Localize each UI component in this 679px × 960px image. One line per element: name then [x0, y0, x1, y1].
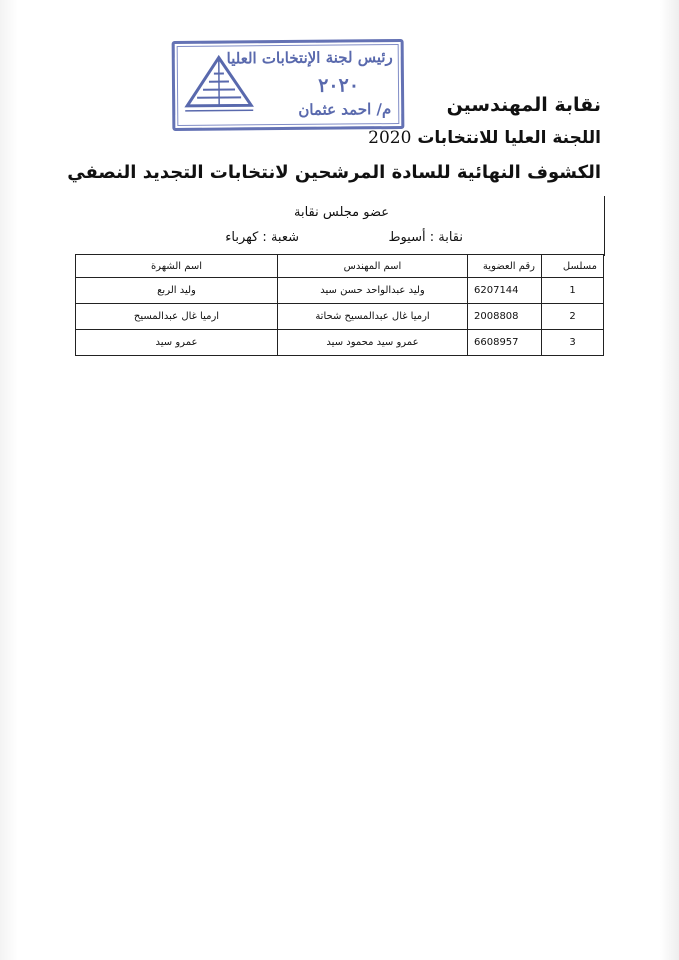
cell-known-as: ارميا غال عبدالمسيح	[76, 304, 278, 330]
stamp-title: رئيس لجنة الإنتخابات العليا	[226, 48, 393, 68]
stamp-year: ٢٠٢٠	[318, 74, 360, 97]
table-header-row	[76, 255, 604, 278]
committee-stamp	[172, 39, 405, 131]
cell-membership: 2008808	[468, 304, 542, 330]
info-frame-line	[604, 196, 605, 256]
cell-serial: 2	[542, 304, 604, 330]
division-label: شعبة : كهرباء	[225, 230, 299, 245]
table-row	[76, 278, 604, 304]
cell-engineer: عمرو سيد محمود سيد	[278, 330, 468, 356]
table-row	[76, 330, 604, 356]
header-serial: مسلسل	[542, 255, 604, 278]
cell-membership: 6608957	[468, 330, 542, 356]
committee-title	[368, 128, 601, 148]
cell-engineer: ارميا غال عبدالمسيح شحاتة	[278, 304, 468, 330]
header-membership: رقم العضوية	[468, 255, 542, 278]
syndicate-branch: نقابة : أسيوط	[388, 230, 463, 245]
lists-title: الكشوف النهائية للسادة المرشحين لانتخابات التجديد النصفي	[67, 162, 601, 183]
stamp-signatory: م/ احمد عثمان	[298, 100, 392, 119]
syndicate-title: نقابة المهندسين	[446, 94, 601, 116]
cell-known-as: عمرو سيد	[76, 330, 278, 356]
cell-membership: 6207144	[468, 278, 542, 304]
cell-known-as: وليد الربع	[76, 278, 278, 304]
table-row	[76, 304, 604, 330]
candidates-table	[75, 254, 604, 356]
cell-serial: 1	[542, 278, 604, 304]
header-engineer: اسم المهندس	[278, 255, 468, 278]
header-known-as: اسم الشهرة	[76, 255, 278, 278]
position-label: عضو مجلس نقابة	[294, 205, 389, 220]
cell-engineer: وليد عبدالواحد حسن سيد	[278, 278, 468, 304]
committee-name: اللجنة العليا للانتخابات	[417, 128, 601, 148]
committee-year: 2020	[368, 128, 412, 148]
cell-serial: 3	[542, 330, 604, 356]
